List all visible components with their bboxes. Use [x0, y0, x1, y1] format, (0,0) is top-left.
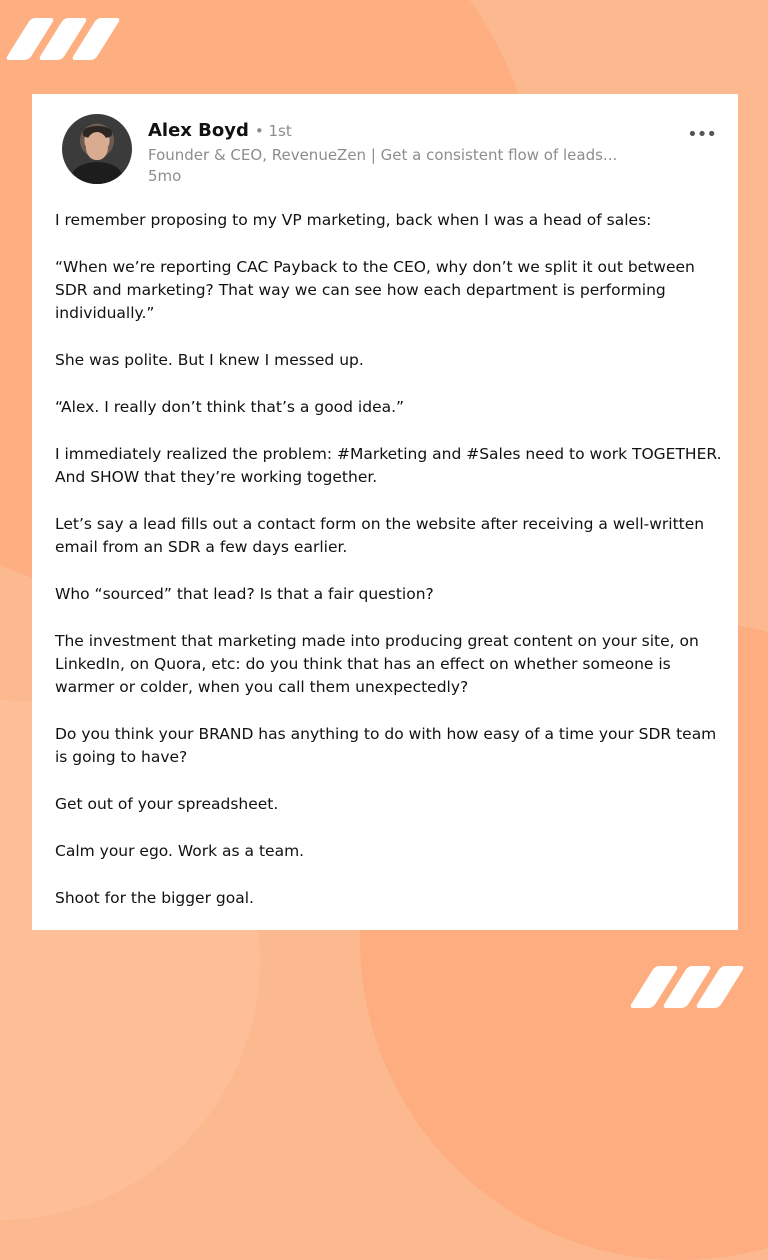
- author-name[interactable]: Alex Boyd: [148, 120, 249, 141]
- post-paragraph: Get out of your spreadsheet.: [55, 795, 279, 813]
- post-paragraph: Calm your ego. Work as a team.: [55, 842, 305, 860]
- post-time: 5mo: [148, 167, 182, 185]
- post-paragraph: I immediately realized the problem: #Marketing and #Sales need to work TOGETHER. And SHOW that they’re working together.: [55, 445, 722, 486]
- post-paragraph: Do you think your BRAND has anything to do with how easy of a time your SDR team is going to have?: [55, 725, 717, 766]
- post-paragraph: Shoot for the bigger goal.: [55, 889, 254, 907]
- post-paragraph: Let’s say a lead fills out a contact form on the website after receiving a well-written email from an SDR a few days earlier.: [55, 515, 705, 556]
- top-stripes-icon: [18, 18, 108, 60]
- post-body: [55, 209, 725, 934]
- post-paragraph: She was polite. But I knew I messed up.: [55, 351, 364, 369]
- post-paragraph: I remember proposing to my VP marketing, back when I was a head of sales:: [55, 211, 652, 229]
- more-options-icon[interactable]: •••: [687, 124, 716, 145]
- avatar-face: [86, 132, 108, 160]
- post-paragraph: “Alex. I really don’t think that’s a good idea.”: [55, 398, 405, 416]
- author-row: [148, 120, 668, 141]
- avatar-shirt: [72, 162, 122, 184]
- post-card: [32, 94, 738, 930]
- author-headline: Founder & CEO, RevenueZen | Get a consistent flow of leads...: [148, 146, 618, 164]
- post-paragraph: Who “sourced” that lead? Is that a fair question?: [55, 585, 434, 603]
- connection-degree: • 1st: [254, 122, 292, 140]
- avatar[interactable]: [62, 114, 132, 184]
- post-paragraph: The investment that marketing made into producing great content on your site, on LinkedIn, on Quora, etc: do you think that has an effect on whether someone is warmer or colder, when you call them unexpectedly?: [55, 632, 699, 696]
- bottom-stripes-icon: [642, 966, 732, 1008]
- post-header: [148, 120, 668, 185]
- post-paragraph: “When we’re reporting CAC Payback to the CEO, why don’t we split it out between SDR and marketing? That way we can see how each department is performing individually.”: [55, 258, 695, 322]
